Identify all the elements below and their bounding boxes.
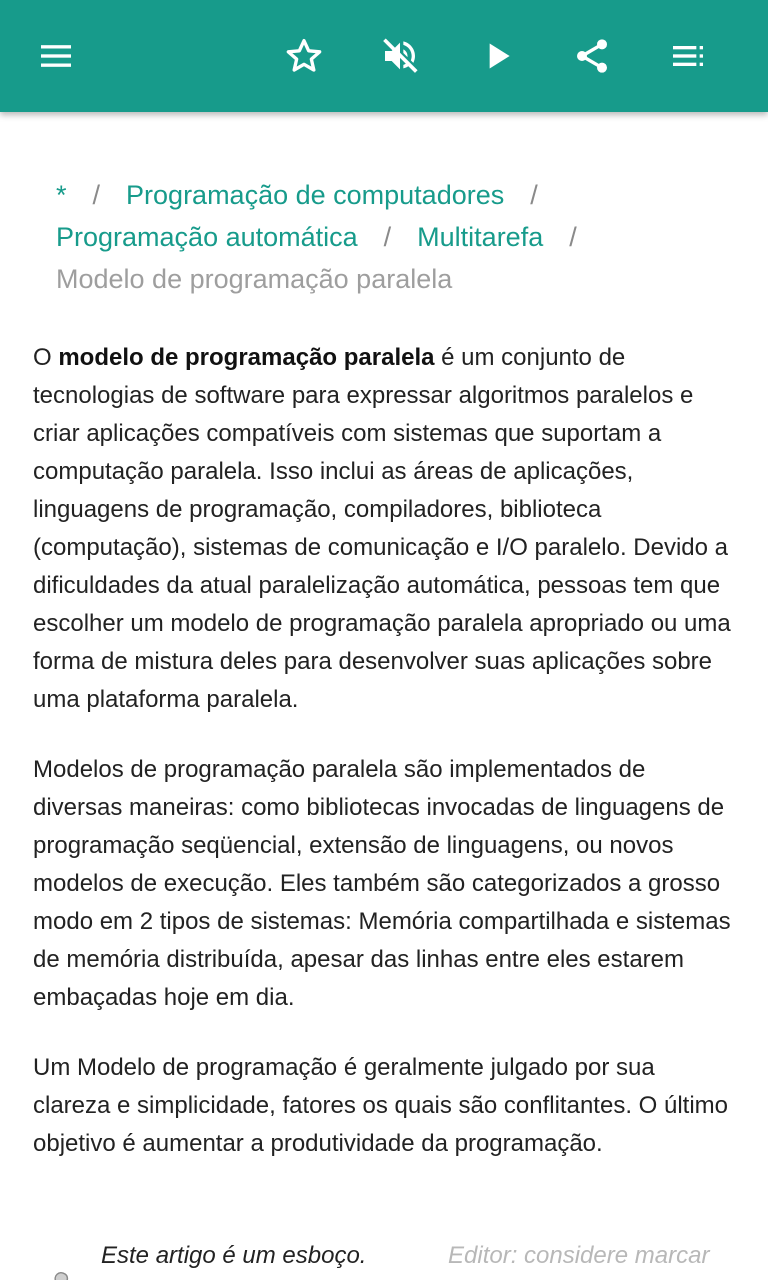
breadcrumb [56,174,746,300]
stub-notice [30,1236,768,1280]
breadcrumb-link-programacao-computadores[interactable]: Programação de computadores [126,180,505,210]
paragraph-1-text: é um conjunto de tecnologias de software para expressar algoritmos paralelos e criar aplicações compatíveis com sistemas que suportam a computação paralela. Isso inclui as áreas de aplicações, linguagens de programação, compiladores, biblioteca (computação), sistemas de comunicação e I/O paralelo. Devido a dificuldades da atual paralelização automática, pessoas tem que escolher um modelo de programação paralela apropriado ou uma forma de mistura deles para desenvolver suas aplicações sobre uma plataforma paralela. [33,344,731,713]
stub-editor-note: Editor: considere marcar [448,1242,710,1269]
breadcrumb-link-root[interactable]: * [56,180,67,210]
volume-off-icon [380,36,420,76]
play-button[interactable] [470,28,526,84]
mute-button[interactable] [372,28,428,84]
article-body [33,339,737,1195]
breadcrumb-link-multitarefa[interactable]: Multitarefa [417,222,544,252]
share-icon [572,36,612,76]
breadcrumb-separator: / [92,180,101,210]
favorite-button[interactable] [276,28,332,84]
contents-button[interactable] [660,28,716,84]
puzzle-piece-icon [38,1264,94,1280]
breadcrumb-current-page: Modelo de programação paralela [56,264,453,294]
breadcrumb-separator: / [383,222,392,252]
star-outline-icon [284,36,324,76]
breadcrumb-separator: / [530,180,538,210]
breadcrumb-separator: / [569,222,577,252]
article-subject-bold: modelo de programação paralela [58,344,435,371]
paragraph-1 [33,339,737,719]
stub-text: Este artigo é um esboço. [101,1242,367,1269]
paragraph-2: Modelos de programação paralela são implementados de diversas maneiras: como bibliotecas invocadas de linguagens de programação seqüencial, extensão de linguagens, ou novos modelos de execução. Eles também são categorizados a grosso modo em 2 tipos de sistemas: Memória compartilhada e sistemas de memória distribuída, apesar das linhas entre eles estarem embaçadas hoje em dia. [33,756,731,1011]
paragraph-3: Um Modelo de programação é geralmente julgado por sua clareza e simplicidade, fatores os quais são conflitantes. O último objetivo é aumentar a produtividade da programação. [33,1054,729,1157]
app-toolbar [0,0,768,112]
paragraph-1-prefix: O [33,344,59,371]
play-icon [478,36,518,76]
menu-button[interactable] [28,28,84,84]
share-button[interactable] [564,28,620,84]
article-content [0,112,768,1280]
table-of-contents-icon [668,36,708,76]
breadcrumb-link-programacao-automatica[interactable]: Programação automática [56,222,358,252]
hamburger-menu-icon [36,36,76,76]
